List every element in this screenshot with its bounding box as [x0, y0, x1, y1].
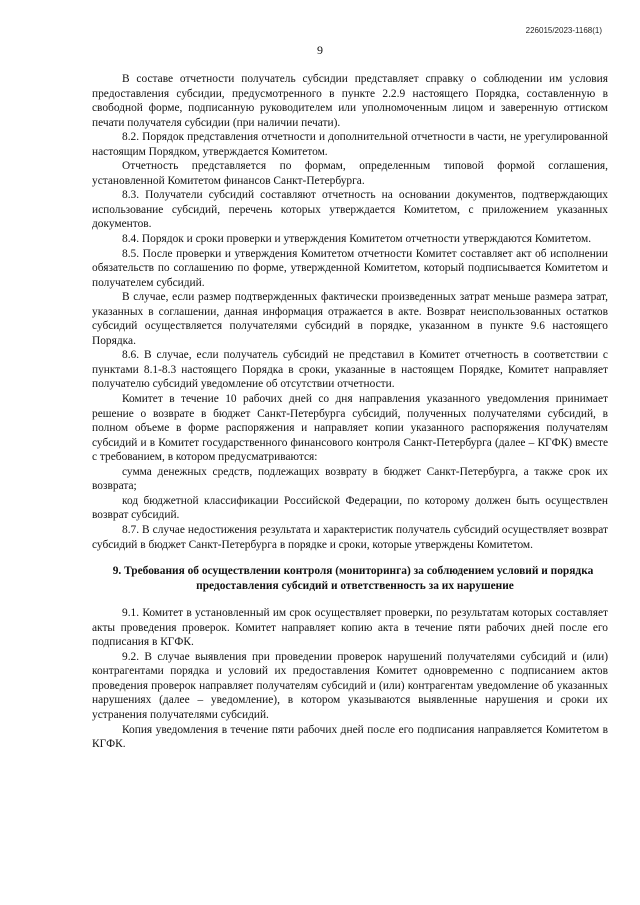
- section-heading: 9. Требования об осуществлении контроля (мониторинга) за соблюдением условий и порядка предоставления субсидий и ответственность за их нарушение: [112, 565, 594, 592]
- document-body: [92, 72, 608, 752]
- paragraph: 8.3. Получатели субсидий составляют отчетность на основании документов, подтверждающих использование субсидий, перечень которых утверждается Комитетом, с приложением указанных документов.: [92, 189, 608, 231]
- paragraph: 8.4. Порядок и сроки проверки и утверждения Комитетом отчетности утверждаются Комитетом.: [122, 233, 592, 246]
- paragraph: Отчетность представляется по формам, определенным типовой формой соглашения, установленной Комитетом финансов Санкт-Петербурга.: [92, 160, 608, 187]
- paragraph: 8.6. В случае, если получатель субсидий не представил в Комитет отчетность в соответствии с пунктами 8.1-8.3 настоящего Порядка в сроки, указанные в настоящем Порядке, Комитет направляет получателю субсидий уведомление об отсутствии отчетности.: [92, 349, 608, 391]
- paragraph: 8.2. Порядок представления отчетности и дополнительной отчетности в части, не урегулированной настоящим Порядком, утверждается Комитетом.: [92, 131, 608, 158]
- paragraph: Комитет в течение 10 рабочих дней со дня направления указанного уведомления принимает решение о возврате в бюджет Санкт-Петербурга субсидий, полученных получателями субсидий, в полном объеме в форме распоряжения и направляет копии указанного распоряжения получателям субсидий и в Комитет государственного финансового контроля Санкт-Петербурга (далее – КГФК) вместе с требованием, в котором предусматриваются:: [92, 393, 608, 464]
- paragraph: сумма денежных средств, подлежащих возврату в бюджет Санкт-Петербурга, а также срок их возврата;: [92, 465, 608, 493]
- paragraph: 9.1. Комитет в установленный им срок осуществляет проверки, по результатам которых составляет акты проведения проверок. Комитет направляет копию акта в течение пяти рабочих дней после его подписания в КГФК.: [92, 607, 608, 649]
- paragraph: код бюджетной классификации Российской Федерации, по которому должен быть осуществлен возврат субсидий.: [92, 494, 608, 522]
- paragraph: В составе отчетности получатель субсидии представляет справку о соблюдении им условия предоставления субсидии, предусмотренного в пункте 2.2.9 настоящего Порядка, составленную в свободной форме, подписанную руководителем или уполномоченным лицом и заверенную оттиском печати получателя субсидии (при наличии печати).: [92, 73, 608, 129]
- paragraph: 8.5. После проверки и утверждения Комитетом отчетности Комитет составляет акт об исполнении обязательств по соглашению по форме, утвержденной Комитетом, который подписывается Комитетом и получателем субсидий.: [92, 247, 608, 289]
- document-id: 226015/2023-1168(1): [525, 26, 602, 35]
- page-number: 9: [317, 43, 323, 57]
- paragraph: В случае, если размер подтвержденных фактически произведенных затрат меньше размера затрат, указанных в соглашении, данная информация отражается в акте. Возврат неиспользованных остатков субсидий осуществляется получателями субсидий в порядке, указанном в пункте 9.6 настоящего Порядка.: [92, 291, 608, 347]
- paragraph: 8.7. В случае недостижения результата и характеристик получатель субсидий осуществляет возврат субсидий в бюджет Санкт-Петербурга в порядке и сроки, которые утверждены Комитетом.: [92, 523, 608, 551]
- paragraph: 9.2. В случае выявления при проведении проверок нарушений получателями субсидий и (или) контрагентами порядка и условий их предоставления Комитет одновременно с подписанием актов проведения проверок направляет получателям субсидий и (или) контрагентам уведомление об указанных нарушениях (далее – уведомление), в котором указываются выявленные нарушения и сроки их устранения получателями субсидий.: [92, 650, 608, 721]
- paragraph: Копия уведомления в течение пяти рабочих дней после его подписания направляется Комитетом в КГФК.: [92, 723, 608, 751]
